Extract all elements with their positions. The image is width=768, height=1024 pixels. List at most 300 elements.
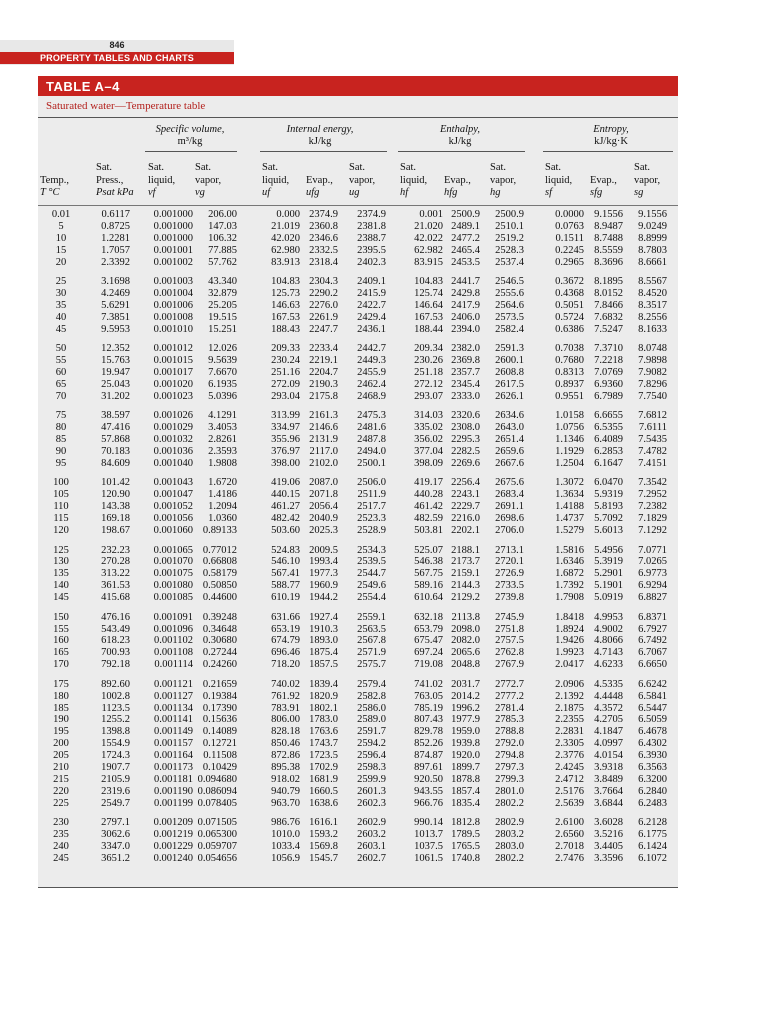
table-cell: 0.001026: [153, 410, 193, 422]
temperature-cell: 95: [55, 457, 67, 469]
table-cell: 62.980: [271, 244, 300, 256]
table-cell: 1554.9: [101, 738, 130, 750]
table-cell: 2204.7: [309, 367, 338, 378]
table-cell: 1.4188: [555, 501, 584, 513]
table-cell: 2229.7: [451, 501, 480, 513]
table-cell: 2586.0: [357, 702, 386, 714]
table-cell: 7.7540: [638, 390, 667, 402]
column-header-line: Sat.: [195, 162, 212, 173]
table-cell: 7.4151: [638, 457, 667, 469]
table-cell: 524.83: [271, 544, 300, 556]
table-cell: 1.7392: [555, 580, 584, 592]
table-cell: 895.38: [271, 762, 300, 773]
column-header-line: liquid,: [400, 174, 428, 186]
table-cell: 2357.7: [451, 367, 480, 378]
column-header-line: sfg: [590, 187, 603, 198]
table-cell: 2190.3: [309, 378, 338, 390]
table-cell: 2.2831: [555, 726, 584, 738]
table-cell: 2.1875: [555, 702, 584, 714]
group-underline: [543, 151, 673, 152]
group-header-label: Specific volume,: [155, 124, 225, 135]
table-cell: 653.19: [271, 623, 300, 635]
table-cell: 1.4186: [208, 489, 237, 501]
table-cell: 5.8193: [594, 501, 623, 513]
table-cell: 2102.0: [309, 457, 338, 469]
table-cell: 2803.2: [495, 829, 524, 841]
table-cell: 2489.1: [451, 220, 480, 232]
group-header-enthalpy: [410, 124, 510, 148]
table-cell: 2487.8: [357, 434, 386, 446]
table-cell: 9.1556: [594, 209, 623, 220]
table-cell: 0.7680: [555, 355, 584, 367]
table-cell: 1765.5: [451, 841, 480, 852]
table-cell: 6.2128: [638, 817, 667, 829]
table-cell: 2799.3: [495, 773, 524, 785]
table-cell: 2554.4: [357, 592, 386, 604]
table-cell: 2144.3: [451, 580, 480, 592]
table-cell: 293.07: [414, 390, 443, 402]
table-cell: 1996.2: [451, 702, 480, 714]
temperature-cell: 85: [55, 434, 67, 446]
table-cell: 2295.3: [451, 434, 480, 446]
table-cell: 2602.9: [357, 817, 386, 829]
table-cell: 1857.5: [309, 659, 338, 671]
table-cell: 2651.4: [495, 434, 524, 446]
table-cell: 2441.7: [451, 276, 480, 288]
table-cell: 589.16: [414, 580, 443, 592]
group-underline: [145, 151, 237, 152]
table-cell: 2567.8: [357, 635, 386, 647]
table-cell: 1835.4: [451, 797, 480, 809]
table-cell: 461.42: [414, 501, 443, 513]
table-cell: 0.001023: [153, 390, 193, 402]
table-cell: 209.34: [414, 343, 443, 355]
table-cell: 2369.8: [451, 355, 480, 367]
table-cell: 146.63: [271, 299, 300, 311]
table-cell: 31.202: [101, 390, 130, 402]
table-cell: 6.1072: [638, 852, 667, 864]
table-cell: 2549.7: [101, 797, 130, 809]
table-cell: 2802.9: [495, 817, 524, 829]
temperature-cell: 0.01: [51, 209, 71, 220]
table-cell: 0.8937: [555, 378, 584, 390]
table-cell: 4.9953: [594, 611, 623, 623]
table-cell: 0.001040: [153, 457, 193, 469]
temperature-cell: 205: [53, 750, 69, 762]
table-cell: 2506.0: [357, 477, 386, 489]
table-cell: 2131.9: [309, 434, 338, 446]
table-cell: 0.2245: [555, 244, 584, 256]
table-cell: 2757.5: [495, 635, 524, 647]
table-cell: 440.28: [414, 489, 443, 501]
table-cell: 918.02: [271, 773, 300, 785]
table-cell: 419.17: [414, 477, 443, 489]
table-cell: 2803.0: [495, 841, 524, 852]
table-cell: 2319.6: [101, 785, 130, 797]
table-cell: 1743.7: [309, 738, 338, 750]
table-cell: 1939.8: [451, 738, 480, 750]
table-cell: 169.18: [101, 513, 130, 525]
table-cell: 3.9318: [594, 762, 623, 773]
table-cell: 940.79: [271, 785, 300, 797]
table-cell: 2767.9: [495, 659, 524, 671]
table-cell: 2559.1: [357, 611, 386, 623]
table-cell: 1616.1: [309, 817, 338, 829]
table-cell: 2202.1: [451, 525, 480, 536]
table-cell: 5.7092: [594, 513, 623, 525]
table-cell: 2382.0: [451, 343, 480, 355]
table-cell: 0.66808: [202, 556, 237, 568]
table-cell: 1.7057: [101, 244, 130, 256]
table-cell: 0.7038: [555, 343, 584, 355]
table-cell: 674.79: [271, 635, 300, 647]
table-cell: 1638.6: [309, 797, 338, 809]
table-cell: 2549.6: [357, 580, 386, 592]
table-cell: 7.3851: [101, 311, 130, 323]
table-cell: 6.0470: [594, 477, 623, 489]
table-cell: 3.5216: [594, 829, 623, 841]
table-cell: 2374.9: [309, 209, 338, 220]
table-cell: 2.3305: [555, 738, 584, 750]
table-cell: 0.001085: [153, 592, 193, 604]
table-cell: 1875.4: [309, 647, 338, 659]
group-header-label: Internal energy,: [286, 124, 354, 135]
table-cell: 8.3517: [638, 299, 667, 311]
table-cell: 0.8313: [555, 367, 584, 378]
table-cell: 6.9773: [638, 568, 667, 580]
table-cell: 9.1556: [638, 209, 667, 220]
table-cell: 0.001219: [153, 829, 193, 841]
table-cell: 7.9082: [638, 367, 667, 378]
table-cell: 503.81: [414, 525, 443, 536]
table-cell: 763.05: [414, 690, 443, 702]
table-cell: 6.3563: [638, 762, 667, 773]
table-cell: 1724.3: [101, 750, 130, 762]
table-cell: 104.83: [271, 276, 300, 288]
table-cell: 2.6100: [555, 817, 584, 829]
table-cell: 0.001181: [154, 773, 193, 785]
table-cell: 2537.4: [495, 256, 524, 268]
table-cell: 3.6844: [594, 797, 623, 809]
table-cell: 6.2853: [594, 446, 623, 457]
table-cell: 1.6720: [208, 477, 237, 489]
table-cell: 2510.1: [495, 220, 524, 232]
table-cell: 42.022: [414, 232, 443, 244]
table-cell: 897.61: [414, 762, 443, 773]
column-header: [444, 162, 471, 200]
table-cell: 2797.1: [101, 817, 130, 829]
temperature-cell: 25: [55, 276, 67, 288]
table-bottom-rule: [38, 887, 678, 888]
table-cell: 57.868: [101, 434, 130, 446]
table-cell: 697.24: [414, 647, 443, 659]
table-cell: 251.16: [271, 367, 300, 378]
table-cell: 19.515: [208, 311, 237, 323]
table-cell: 0.001002: [153, 256, 193, 268]
table-cell: 38.597: [101, 410, 130, 422]
table-cell: 0.44600: [202, 592, 237, 604]
group-header-label: Enthalpy,: [440, 124, 480, 135]
table-cell: 2762.8: [495, 647, 524, 659]
table-cell: 2345.4: [451, 378, 480, 390]
table-cell: 1.2281: [101, 232, 130, 244]
column-header-line: liquid,: [545, 174, 573, 186]
table-cell: 2802.2: [495, 852, 524, 864]
table-cell: 0.001229: [153, 841, 193, 852]
column-header-line: vapor,: [349, 174, 376, 186]
table-cell: 2269.6: [451, 457, 480, 469]
table-cell: 2117.0: [309, 446, 338, 457]
column-header-line: [590, 162, 617, 175]
table-cell: 0.001017: [153, 367, 193, 378]
table-cell: 83.915: [414, 256, 443, 268]
table-cell: 2745.9: [495, 611, 524, 623]
table-cell: 7.5435: [638, 434, 667, 446]
table-cell: 476.16: [101, 611, 130, 623]
table-cell: 0.21659: [202, 678, 237, 690]
table-cell: 2415.9: [357, 288, 386, 299]
table-cell: 2282.5: [451, 446, 480, 457]
table-cell: 2720.1: [495, 556, 524, 568]
table-cell: 2453.5: [451, 256, 480, 268]
table-cell: 0.12721: [202, 738, 237, 750]
table-cell: 6.5841: [638, 690, 667, 702]
table-cell: 2219.1: [309, 355, 338, 367]
table-cell: 6.1935: [208, 378, 237, 390]
temperature-cell: 190: [53, 714, 69, 726]
column-header: [545, 162, 572, 200]
table-cell: 7.3710: [594, 343, 623, 355]
table-cell: 7.0769: [594, 367, 623, 378]
table-cell: 101.42: [101, 477, 130, 489]
table-cell: 2071.8: [309, 489, 338, 501]
table-cell: 2422.7: [357, 299, 386, 311]
table-cell: 6.8827: [638, 592, 667, 604]
table-cell: 440.15: [271, 489, 300, 501]
table-cell: 2573.5: [495, 311, 524, 323]
table-cell: 6.5059: [638, 714, 667, 726]
table-cell: 206.00: [208, 209, 237, 220]
table-cell: 1.9808: [208, 457, 237, 469]
table-cell: 198.67: [101, 525, 130, 536]
table-cell: 5.0396: [208, 390, 237, 402]
table-cell: 2683.4: [495, 489, 524, 501]
header-top-rule: [38, 117, 678, 118]
table-cell: 2360.8: [309, 220, 338, 232]
table-cell: 7.2952: [638, 489, 667, 501]
table-cell: 2233.4: [309, 343, 338, 355]
column-header-line: vg: [195, 187, 205, 198]
table-cell: 1.1929: [555, 446, 584, 457]
table-cell: 1893.0: [309, 635, 338, 647]
table-cell: 293.04: [271, 390, 300, 402]
table-cell: 2523.3: [357, 513, 386, 525]
table-cell: 1.2504: [555, 457, 584, 469]
table-cell: 2601.3: [357, 785, 386, 797]
column-header-line: Evap.,: [444, 174, 471, 186]
table-cell: 2395.5: [357, 244, 386, 256]
table-cell: 2659.6: [495, 446, 524, 457]
table-cell: 1959.0: [451, 726, 480, 738]
table-cell: 2596.4: [357, 750, 386, 762]
table-cell: 9.5953: [101, 323, 130, 335]
table-cell: 5.1901: [594, 580, 623, 592]
table-cell: 6.6242: [638, 678, 667, 690]
table-cell: 2462.4: [357, 378, 386, 390]
table-cell: 83.913: [271, 256, 300, 268]
table-cell: 653.79: [414, 623, 443, 635]
column-header-line: hg: [490, 187, 501, 198]
table-cell: 2726.9: [495, 568, 524, 580]
temperature-cell: 60: [55, 367, 67, 378]
column-header: [490, 162, 516, 200]
table-cell: 503.60: [271, 525, 300, 536]
table-cell: 1545.7: [309, 852, 338, 864]
table-cell: 1944.2: [309, 592, 338, 604]
table-cell: 415.68: [101, 592, 130, 604]
table-cell: 807.43: [414, 714, 443, 726]
column-header: [400, 162, 427, 200]
temperature-cell: 245: [53, 852, 69, 864]
table-cell: 2582.4: [495, 323, 524, 335]
table-cell: 0.001121: [154, 678, 193, 690]
temperature-cell: 165: [53, 647, 69, 659]
table-cell: 2429.4: [357, 311, 386, 323]
table-cell: 920.50: [414, 773, 443, 785]
table-cell: 2667.6: [495, 457, 524, 469]
table-cell: 1.8924: [555, 623, 584, 635]
table-cell: 230.26: [414, 355, 443, 367]
table-cell: 0.001108: [154, 647, 193, 659]
table-cell: 0.50850: [202, 580, 237, 592]
table-cell: 2105.9: [101, 773, 130, 785]
table-cell: 376.97: [271, 446, 300, 457]
table-cell: 8.0748: [638, 343, 667, 355]
column-header: [634, 162, 660, 200]
table-cell: 7.9898: [638, 355, 667, 367]
table-cell: 2173.7: [451, 556, 480, 568]
table-cell: 718.20: [271, 659, 300, 671]
table-cell: 7.4782: [638, 446, 667, 457]
table-cell: 0.3672: [555, 276, 584, 288]
table-cell: 209.33: [271, 343, 300, 355]
group-underline: [398, 151, 525, 152]
table-cell: 2494.0: [357, 446, 386, 457]
table-cell: 32.879: [208, 288, 237, 299]
table-cell: 2261.9: [309, 311, 338, 323]
group-underline: [260, 151, 387, 152]
table-cell: 2346.6: [309, 232, 338, 244]
column-header-line: liquid,: [262, 174, 290, 186]
table-cell: 2575.7: [357, 659, 386, 671]
table-cell: 2161.3: [309, 410, 338, 422]
temperature-cell: 215: [53, 773, 69, 785]
table-cell: 1056.9: [271, 852, 300, 864]
table-cell: 2571.9: [357, 647, 386, 659]
table-cell: 1910.3: [309, 623, 338, 635]
table-cell: 0.001134: [154, 702, 193, 714]
temperature-cell: 230: [53, 817, 69, 829]
table-cell: 272.12: [414, 378, 443, 390]
table-cell: 47.416: [101, 422, 130, 434]
table-cell: 2500.9: [451, 209, 480, 220]
table-cell: 543.49: [101, 623, 130, 635]
table-cell: 2417.9: [451, 299, 480, 311]
column-header-line: [306, 162, 333, 175]
group-header-unit: kJ/kg: [308, 136, 332, 147]
column-header: [262, 162, 289, 200]
table-cell: 1.9923: [555, 647, 584, 659]
table-cell: 1993.4: [309, 556, 338, 568]
table-cell: 3.8489: [594, 773, 623, 785]
table-cell: 0.001032: [153, 434, 193, 446]
table-cell: 0.001020: [153, 378, 193, 390]
table-cell: 2785.3: [495, 714, 524, 726]
table-cell: 2113.8: [451, 611, 480, 623]
table-cell: 398.00: [271, 457, 300, 469]
table-cell: 828.18: [271, 726, 300, 738]
table-cell: 9.5639: [208, 355, 237, 367]
table-cell: 2.6560: [555, 829, 584, 841]
table-cell: 0.065300: [197, 829, 237, 841]
table-cell: 2794.8: [495, 750, 524, 762]
column-header: [40, 162, 69, 200]
table-cell: 230.24: [271, 355, 300, 367]
temperature-cell: 160: [53, 635, 69, 647]
table-cell: 741.02: [414, 678, 443, 690]
table-cell: 2.4245: [555, 762, 584, 773]
table-cell: 2290.2: [309, 288, 338, 299]
column-header-line: ufg: [306, 187, 320, 198]
table-cell: 1.5279: [555, 525, 584, 536]
table-cell: 0.6117: [101, 209, 130, 220]
table-cell: 0.001190: [154, 785, 193, 797]
column-header-line: [40, 162, 69, 175]
table-cell: 0.001075: [153, 568, 193, 580]
table-cell: 5.2901: [594, 568, 623, 580]
table-cell: 0.001199: [154, 797, 193, 809]
table-cell: 1010.0: [271, 829, 300, 841]
table-cell: 2539.5: [357, 556, 386, 568]
table-cell: 2777.2: [495, 690, 524, 702]
table-cell: 1960.9: [309, 580, 338, 592]
table-cell: 8.6661: [638, 256, 667, 268]
table-cell: 2582.8: [357, 690, 386, 702]
table-cell: 6.1647: [594, 457, 623, 469]
table-cell: 3.7664: [594, 785, 623, 797]
temperature-cell: 35: [55, 299, 67, 311]
table-cell: 0.15636: [202, 714, 237, 726]
temperature-cell: 210: [53, 762, 69, 773]
table-cell: 361.53: [101, 580, 130, 592]
column-header-line: hfg: [444, 187, 458, 198]
table-cell: 3.6028: [594, 817, 623, 829]
table-cell: 2675.6: [495, 477, 524, 489]
table-cell: 567.75: [414, 568, 443, 580]
table-cell: 120.90: [101, 489, 130, 501]
table-cell: 1.0158: [555, 410, 584, 422]
table-cell: 2243.1: [451, 489, 480, 501]
table-cell: 2098.0: [451, 623, 480, 635]
table-cell: 25.043: [101, 378, 130, 390]
table-cell: 0.001149: [154, 726, 193, 738]
table-cell: 2332.5: [309, 244, 338, 256]
table-cell: 2602.3: [357, 797, 386, 809]
temperature-cell: 195: [53, 726, 69, 738]
table-cell: 2603.2: [357, 829, 386, 841]
table-cell: 1920.0: [451, 750, 480, 762]
table-cell: 1789.5: [451, 829, 480, 841]
